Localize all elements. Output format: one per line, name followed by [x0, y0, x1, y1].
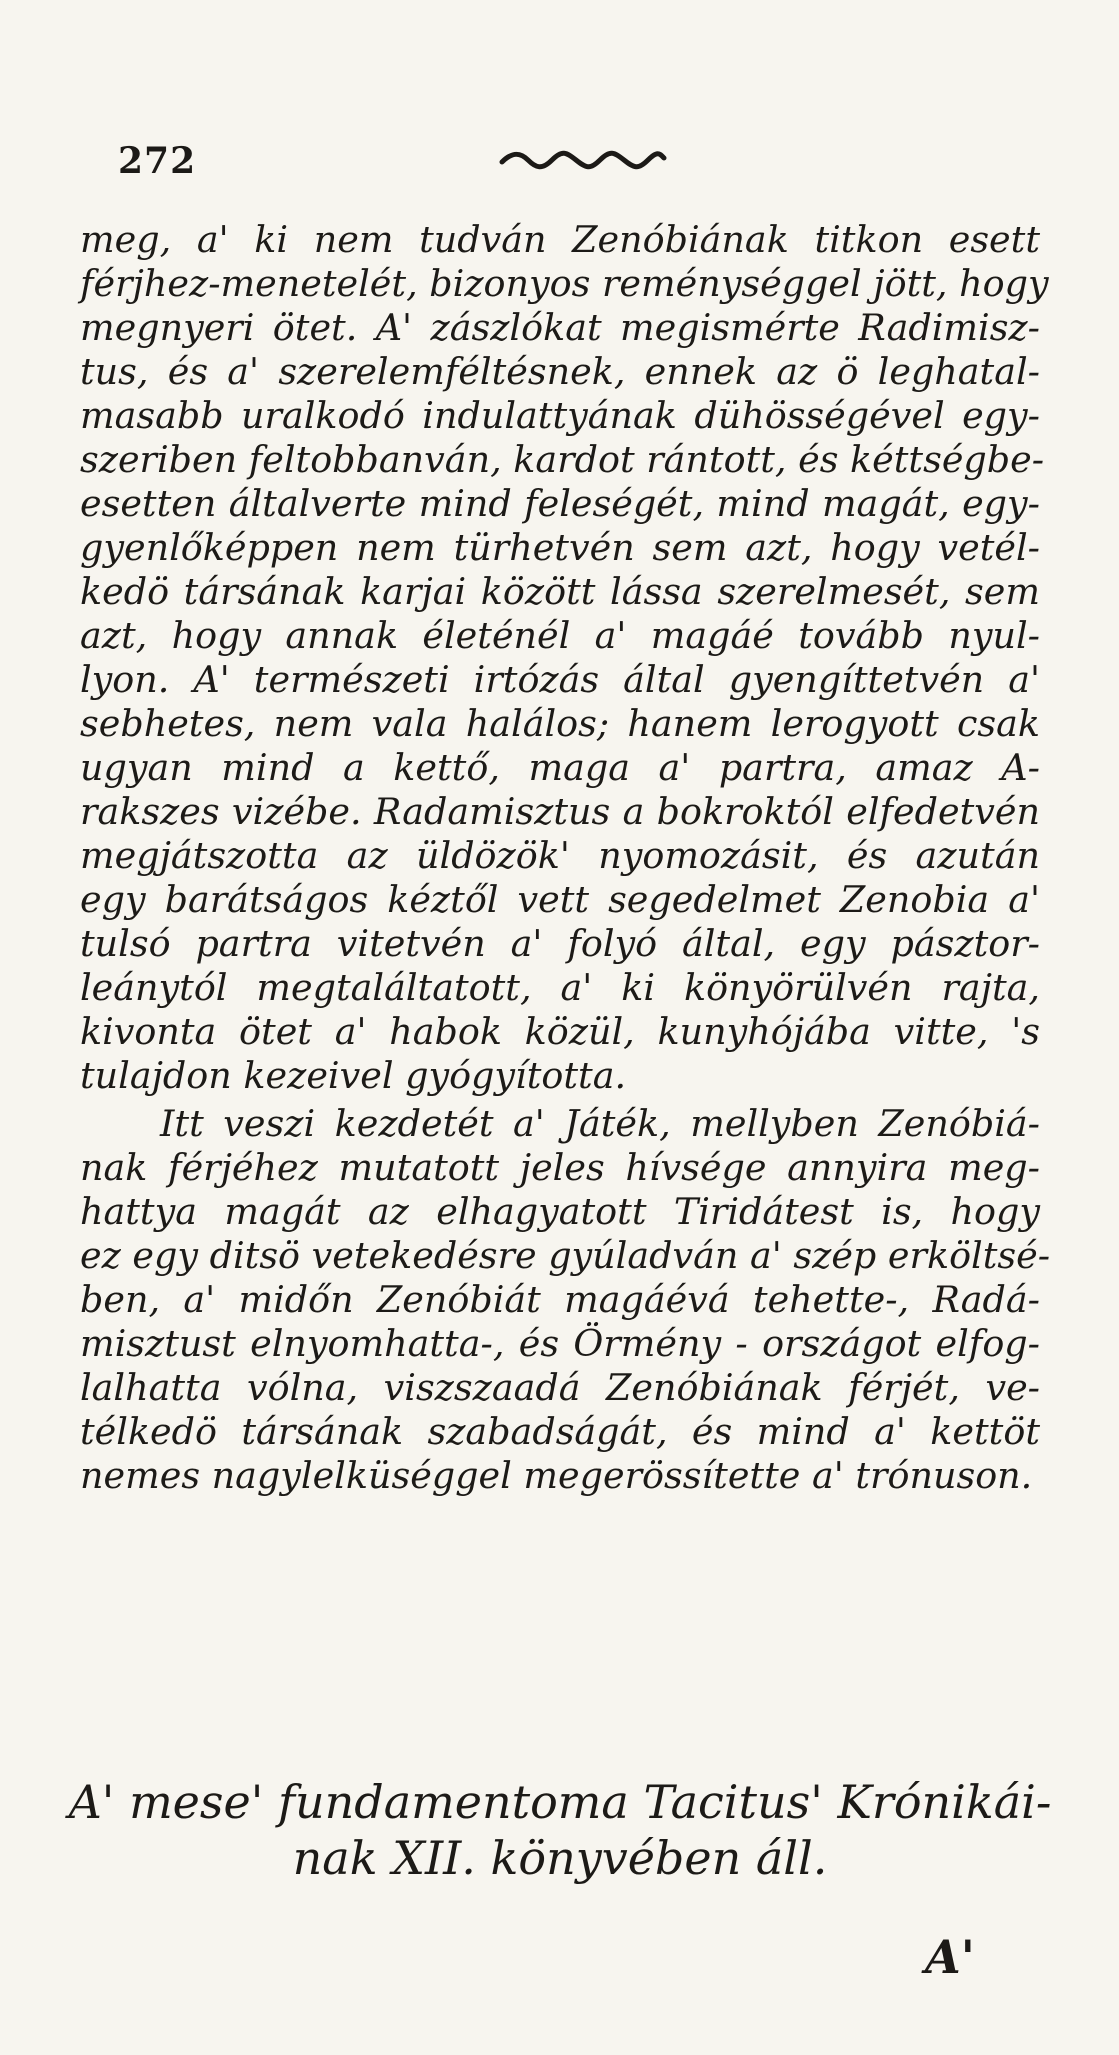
swash-ornament-icon [498, 148, 668, 172]
text-line: nemes nagylelküséggel megerössítette a' trónuson. [80, 1454, 1033, 1497]
paragraph-start-line: Itt veszi kezdetét a' Játék, mellyben Zenóbiá- [160, 1102, 1040, 1145]
text-line: tulsó partra vitetvén a' folyó által, egy pásztor- [80, 922, 1040, 965]
text-line: ben, a' midőn Zenóbiát magáévá tehette-, Radá- [80, 1278, 1040, 1321]
text-line: misztust elnyomhatta-, és Örmény - országot elfog- [80, 1322, 1040, 1365]
text-line: hattya magát az elhagyatott Tiridátest is, hogy [80, 1190, 1040, 1233]
catchword: A' [925, 1930, 975, 1984]
body-text [80, 218, 1051, 1498]
text-line: lyon. A' természeti irtózás által gyengíttetvén a' [80, 658, 1040, 701]
text-line: azt, hogy annak életénél a' magáé tovább nyul- [80, 614, 1040, 657]
text-line: férjhez-menetelét, bizonyos reménységgel jött, hogy [80, 262, 1049, 305]
text-line: ez egy ditsö vetekedésre gyúladván a' szép erköltsé- [80, 1234, 1051, 1277]
text-line: nak férjéhez mutatott jeles hívsége annyira meg- [80, 1146, 1040, 1189]
text-line: esetten általverte mind feleségét, mind magát, egy- [80, 482, 1040, 525]
text-line: kivonta ötet a' habok közül, kunyhójába vitte, 's [80, 1010, 1040, 1053]
text-line: lalhatta vólna, viszszaadá Zenóbiának férjét, ve- [80, 1366, 1040, 1409]
page-number: 272 [118, 140, 197, 182]
text-line: tulajdon kezeivel gyógyította. [80, 1054, 627, 1097]
text-line: ugyan mind a kettő, maga a' partra, amaz A- [80, 746, 1040, 789]
text-line: tus, és a' szerelemféltésnek, ennek az ö leghatal- [80, 350, 1040, 393]
text-line: télkedö társának szabadságát, és mind a' kettöt [80, 1410, 1040, 1453]
text-line: egy barátságos kéztől vett segedelmet Zenobia a' [80, 878, 1040, 921]
text-line: gyenlőképpen nem türhetvén sem azt, hogy vetél- [80, 526, 1040, 569]
text-line: szeriben feltobbanván, kardot rántott, és kéttségbe- [80, 438, 1045, 481]
source-note-line: A' mese' fundamentoma Tacitus' Krónikái- [68, 1775, 1052, 1829]
text-line: rakszes vizébe. Radamisztus a bokroktól elfedetvén [80, 790, 1040, 833]
source-note-line: nak XII. könyvében áll. [292, 1831, 828, 1885]
text-line: leánytól megtaláltatott, a' ki könyörülvén rajta, [80, 966, 1040, 1009]
text-line: kedö társának karjai között lássa szerelmesét, sem [80, 570, 1040, 613]
text-line: masabb uralkodó indulattyának dühösségével egy- [80, 394, 1040, 437]
text-line: megjátszotta az üldözök' nyomozásit, és azután [80, 834, 1040, 877]
text-line: megnyeri ötet. A' zászlókat megismérte Radimisz- [80, 306, 1040, 349]
text-line: meg, a' ki nem tudván Zenóbiának titkon esett [80, 218, 1040, 261]
source-note [60, 1774, 1060, 1886]
text-line: sebhetes, nem vala halálos; hanem lerogyott csak [80, 702, 1040, 745]
